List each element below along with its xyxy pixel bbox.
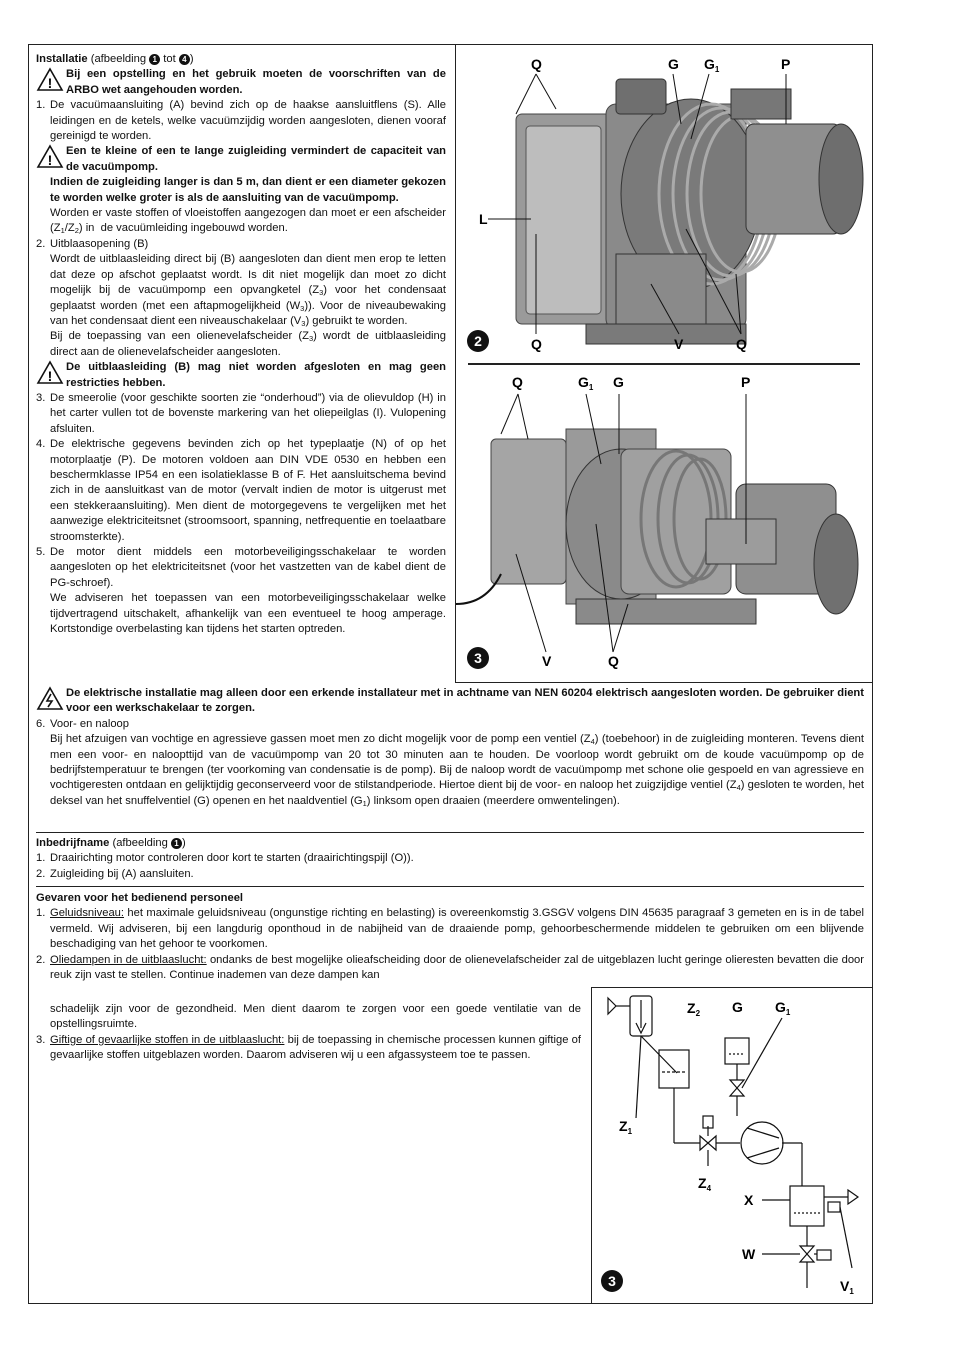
item-body: het maximale geluidsniveau (ongunstige richting en belasting) is overeenkomstig 3.GSGV volgens DIN 45635 paragraaf 3 gemeten en is in de tabel vermeld. Wij adviseren, bij een langdurig oponthoud in de nabijheid van de draaiende pomp, gehoorbeschermende middelen te gebruiken om een blijvende beschadiging van het gehoor te voorkomen. [50, 907, 864, 951]
svg-text:!: ! [47, 152, 53, 169]
item-text [50, 1033, 581, 1064]
divider [36, 886, 864, 887]
heading-sub: tot [163, 53, 176, 65]
item-text: De motor dient middels een motorbeveiligingsschakelaar te worden aangesloten op het elektriciteitsnet (voor het vastzetten van de kabel dient de PG-schroef). [50, 546, 446, 589]
outlet-paragraph-2: Bij de toepassing van een olienevelafscheider $(Z_3)$ wordt de uitblaasleiding direct aan de olienevelafscheider aangesloten. [50, 330, 446, 358]
label-z4: $Z_4$ [698, 1175, 712, 1193]
heading-sub: (afbeelding [112, 837, 168, 849]
item-number: 3. [36, 391, 46, 404]
label-v: V [542, 653, 552, 669]
item-text [50, 953, 864, 984]
label-p: P [781, 56, 791, 72]
item-number: 4. [36, 438, 46, 451]
heading-sub: ) [189, 53, 194, 65]
item-number: 6. [36, 717, 46, 730]
label-v: V [674, 336, 684, 352]
label-g1: $G_1$ [775, 999, 791, 1017]
warning-text: Een te kleine of een te lange zuigleiding vermindert de capaciteit van de vacuümpomp. [66, 145, 446, 173]
item-number: 2. [36, 867, 46, 880]
item-body: ondanks de best mogelijke olieafscheiding door de olienevelafscheider zal de uitgeblazen lucht geringe olieresten bevatten die door reuk zijn vast te stellen. Continue inademen van deze dampen kan [50, 953, 864, 982]
heading-sub: ) [181, 837, 186, 849]
warning-text: De uitblaasleiding (B) mag niet worden afgesloten en mag geen restricties hebben. [66, 361, 446, 389]
svg-text:!: ! [47, 75, 53, 92]
warning-icon [36, 67, 66, 93]
electric-hazard-icon [36, 686, 66, 712]
svg-text:3: 3 [608, 1273, 616, 1289]
gevaren-narrow [36, 1002, 581, 1064]
label-z1: $Z_1$ [619, 1118, 633, 1136]
item-text: Zuigleiding bij (A) aansluiten. [50, 867, 194, 880]
gevaren-section [36, 891, 864, 983]
label-g1: $G_1$ [704, 56, 720, 74]
label-g1: $G_1$ [578, 374, 594, 392]
item-number: 1. [36, 99, 46, 112]
schematic-svg [592, 988, 874, 1305]
item-text [50, 906, 864, 952]
installatie-heading [36, 52, 446, 67]
list-item [36, 391, 446, 437]
item-text: Draairichting motor controleren door kort te starten (draairichtingspijl (O)). [50, 852, 414, 865]
list-item [36, 237, 446, 252]
svg-text:3: 3 [474, 650, 482, 666]
list-item [36, 867, 864, 882]
label-g: G [732, 999, 743, 1015]
item-text: De elektrische gegevens bevinden zich op het typeplaatje (N) of op het motorplaatje (P). De motoren voldoen aan DIN VDE 0530 en hebben een beschermklasse IP54 en een isolatieklasse B of F. Het aansluitschema bevind zich in de aansluitkast van de motor (vervalt indien de motor is uitgerust met een stekkeraansluiting). Men dient de motorgegevens te vergelijken met het aanwezige elektriciteitsnet (stroomsoort, spanning, netfrequentie en toelaatbare stroomsterkte). [50, 438, 446, 543]
warning-outlet [36, 360, 446, 391]
warning-icon [36, 360, 66, 386]
item-text: De smeerolie (voor geschikte soorten zie “onderhoud”) via de olievuldop (H) in het carter vullen tot de bovenste markering van het oliepeilglas (I). Vulopening afsluiten. [50, 391, 446, 435]
warning-icon [36, 144, 66, 170]
label-w: W [742, 1246, 756, 1262]
item-number: 2. [36, 237, 46, 250]
photo-separator [468, 363, 860, 365]
inbedrijfname-title: Inbedrijfname [36, 837, 110, 849]
item-title: Voor- en naloop [50, 717, 129, 730]
label-x: X [744, 1192, 754, 1208]
item-text: De vacuümaansluiting (A) bevind zich op de haakse aansluitflens (S). Alle leidingen en de ketels, welke vacuümzijdig worden aangesloten, dienen vooraf gereinigd te worden. [50, 99, 446, 143]
pre-post-run-paragraph: Bij het afzuigen van vochtige en agressieve gassen moet men zo dicht mogelijk voor de pomp een ventiel $(Z_4)$ (toebehoor) in de zuigleiding monteren. Tevens dient men een voor- en naloopttijd van de vacuümpomp van 20 tot 30 minuten aan te houden. De voorloop wordt gebruikt om de koude vacuümpomp op de bedrijfstemperatuur te brengen (ter voorkoming van condensatie is de pomp). Bij de naloop wordt de vacuümpomp met schone olie gespoeld en van agressieve en vochtigeresten ontdaan en gelijktijdig geconserveerd voor de stilstandperiode. Hiertoe dient bij de voor- en naloop het zuigzijdige ventiel $(Z_4)$ gesloten te worden, het deksel van het snuffelventiel (G) openen en het naaldventiel $(G_1)$ linksom open draaien (meerdere omwentelingen). [50, 733, 865, 808]
label-g: G [613, 374, 624, 390]
inbedrijfname-heading [36, 836, 864, 851]
item-title: Uitblaasopening (B) [50, 237, 149, 250]
list-item [36, 953, 864, 984]
installatie-section [36, 52, 446, 637]
item-paragraph: We adviseren het toepassen van een motorbeveiligingsschakelaar welke tijdvertragend uitschakelt, afhankelijk van een eventueel te hoog amperage. Kortstondige overbelasting kan tijdens het starten optreden. [50, 592, 446, 636]
list-item [36, 98, 446, 144]
figure-badge-1: 1 [171, 838, 182, 849]
figure-badge-1: 1 [149, 54, 160, 65]
inlet-arrow [608, 998, 616, 1014]
item-underlined: Geluidsniveau: [50, 907, 125, 920]
item-underlined: Oliedampen in de uitblaaslucht: [50, 953, 207, 966]
list-item [36, 851, 864, 866]
figure-badge-4: 4 [179, 54, 190, 65]
label-p: P [741, 374, 751, 390]
installatie-title: Installatie [36, 53, 88, 65]
label-q: Q [736, 336, 747, 352]
separator-paragraph: Worden er vaste stoffen of vloeistoffen aangezogen dan moet er een afscheider $(Z_1/Z_2)$ in de vacuümleiding ingebouwd worden. [50, 207, 446, 236]
list-item [36, 906, 864, 952]
list-item [36, 437, 446, 545]
label-q: Q [608, 653, 619, 669]
list-item [36, 545, 446, 591]
warning-text: Bij een opstelling en het gebruik moeten de voorschriften van de ARBO wet aangehouden worden. [66, 68, 446, 96]
warning-text: De elektrische installatie mag alleen door een erkende installateur met in achtname van NEN 60204 elektrisch aangesloten worden. De gebruiker dient voor een werkschakelaar te zorgen. [66, 687, 864, 715]
item-number: 2. [36, 953, 46, 966]
item-body: bij de toepassing in chemische processen kunnen giftige of gevaarlijke stoffen uitgeblazen worden. Daarom adviseren wij u een afgassysteem toe te passen. [50, 1033, 581, 1062]
label-q: Q [512, 374, 523, 390]
item-paragraph: schadelijk zijn voor de gezondheid. Men dient daarom te zorgen voor een goede ventilatie van de opstellingsruimte. [50, 1003, 581, 1031]
label-v1: $V_1$ [840, 1278, 854, 1296]
item-number: 1. [36, 907, 46, 920]
electrical-section [36, 686, 864, 809]
label-q: Q [531, 56, 542, 72]
item-underlined: Giftige of gevaarlijke stoffen in de uitblaaslucht: [50, 1033, 285, 1046]
item-number: 5. [36, 546, 46, 558]
list-item [36, 1033, 581, 1064]
schematic-diagram [591, 987, 873, 1304]
bold-paragraph: Indien de zuigleiding langer is dan 5 m, dan dient er een diameter gekozen te worden welke groter is als de aansluiting van de vacuümpomp. [50, 176, 446, 204]
label-q: Q [531, 336, 542, 352]
warning-arbo [36, 67, 446, 98]
label-g: G [668, 56, 679, 72]
list-item [36, 717, 864, 732]
gevaren-title: Gevaren voor het bedienend personeel [36, 892, 244, 904]
item-number: 1. [36, 852, 46, 865]
svg-text:!: ! [47, 368, 53, 385]
warning-electrical [36, 686, 864, 717]
pump-image-3 [456, 429, 858, 624]
pump-image-2 [516, 79, 863, 344]
heading-sub: (afbeelding [90, 53, 147, 65]
warning-suction-line [36, 144, 446, 175]
svg-text:2: 2 [474, 333, 482, 349]
inbedrijfname-section [36, 836, 864, 882]
outlet-paragraph: Wordt de uitblaasleiding direct bij (B) aangesloten dan dient men erop te letten dat deze op afschot geplaatst wordt. Is dit niet mogelijk dan moet zo dicht mogelijk bij de vacuümpomp een opvangketel $(Z_3)$ voor het condensaat geplaatst worden (met een aftapmogelijkheid $(W_3)$). Voor de niveaubewaking van het condensaat dient een niveauschakelaar $(V_3)$ gebruikt te worden. [50, 253, 447, 328]
divider [36, 832, 864, 833]
item-number: 3. [36, 1033, 46, 1046]
label-l: L [479, 211, 488, 227]
label-z2: $Z_2$ [687, 1000, 701, 1018]
